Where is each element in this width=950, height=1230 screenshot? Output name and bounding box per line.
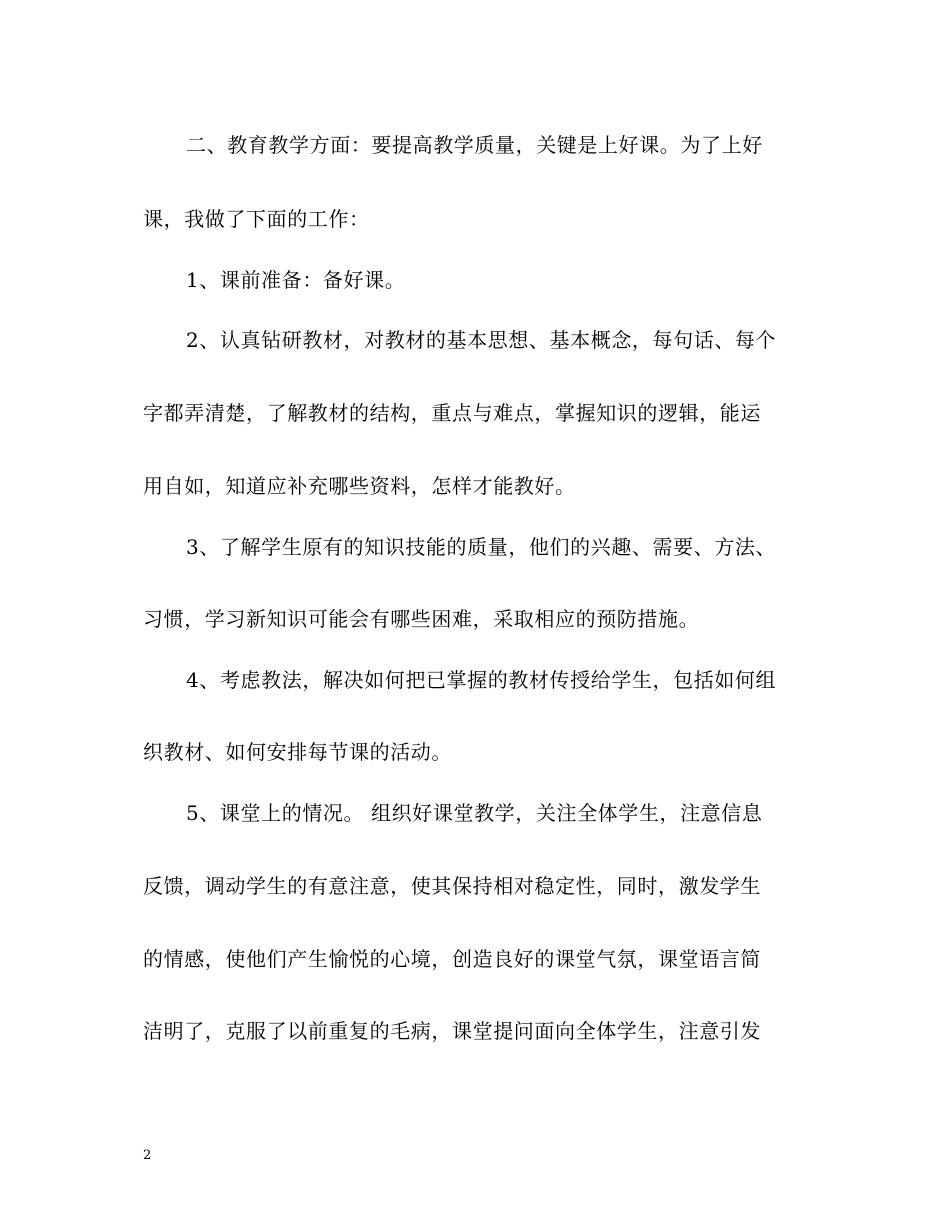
paragraph-line: 2、认真钻研教材，对教材的基本思想、基本概念，每句话、每个 [186,328,777,352]
paragraph-line: 1、课前准备：备好课。 [186,268,406,292]
paragraph-line: 课，我做了下面的工作： [143,207,370,231]
paragraph-line: 5、课堂上的情况。 组织好课堂教学，关注全体学生，注意信息 [186,801,763,825]
paragraph-line: 习惯，学习新知识可能会有哪些困难，采取相应的预防措施。 [143,607,700,631]
paragraph-line: 字都弄清楚，了解教材的结构，重点与难点，掌握知识的逻辑，能运 [143,401,761,425]
paragraph-line: 的情感，使他们产生愉悦的心境，创造良好的课堂气氛，课堂语言简 [143,947,761,971]
paragraph-line: 3、了解学生原有的知识技能的质量，他们的兴趣、需要、方法、 [186,535,777,559]
page-number: 2 [143,1148,152,1163]
paragraph-line: 织教材、如何安排每节课的活动。 [143,740,452,764]
paragraph-line: 洁明了，克服了以前重复的毛病，课堂提问面向全体学生，注意引发 [143,1019,761,1043]
paragraph-line: 用自如，知道应补充哪些资料，怎样才能教好。 [143,474,576,498]
paragraph-line: 4、考虑教法，解决如何把已掌握的教材传授给学生，包括如何组 [186,668,777,692]
paragraph-line: 反馈，调动学生的有意注意，使其保持相对稳定性，同时，激发学生 [143,874,761,898]
paragraph-line: 二、教育教学方面：要提高教学质量，关键是上好课。为了上好 [186,133,763,157]
